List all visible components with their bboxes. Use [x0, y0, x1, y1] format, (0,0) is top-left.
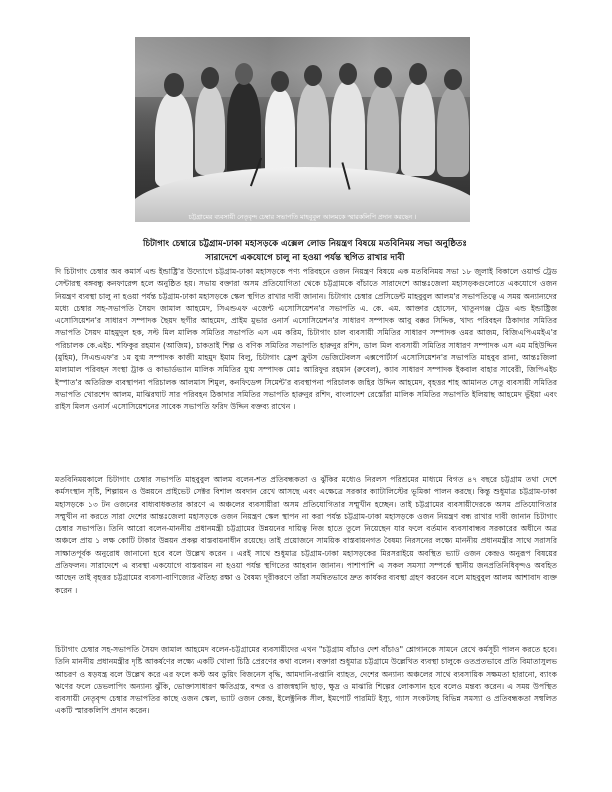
body-paragraph-2: মতবিনিময়কালে চিটাগাং চেম্বার সভাপতি মাহবুবুল আলম বলেন-শত প্রতিবন্ধকতা ও ঝুঁকির মধ্যেও নিরলস পরিশ্রমের মাধ্যমে বিগত ৪৭ বছরে চট্টগ্রাম তথা দেশে কর্মসংস্থান সৃষ্টি, শিল্পায়ন ও উন্নয়নে প্রাইভেট সেক্টর বিশাল অবদান রেখে আসছে এবং এক্ষেত্রে সরকার ক্যাটালিস্টের ভূমিকা পালন করছে। কিন্তু শুধুমাত্র চট্টগ্রাম-ঢাকা মহাসড়কে ১৩ টন ওজনের বাধ্যবাধকতার কারণে এ অঞ্চলের ব্যবসায়ীরা অসম প্রতিযোগিতার সম্মুখীন হচ্ছেন। তাই চট্টগ্রামের ব্যবসায়ীদেরকে অসম প্রতিযোগিতার সম্মুখীন না করতে সারা দেশের আন্তঃজেলা মহাসড়কে ওজন নিয়ন্ত্রণ স্কেল স্থাপন না করা পর্যন্ত চট্টগ্রাম-ঢাকা মহাসড়কে ওজন নিয়ন্ত্রণ বন্ধ রাখার দাবী জানান চিটাগাং চেম্বার সভাপতি। তিনি আরো বলেন-মাননীয় প্রধানমন্ত্রী চট্টগ্রামের উন্নয়নের দায়িত্ব নিজ হাতে তুলে নিয়েছেন যার ফলে বর্তমান ব্যবসাবান্ধব সরকারের অধীনে অত্র অঞ্চলে প্রায় ১ লক্ষ কোটি টাকার উন্নয়ন প্রকল্প বাস্তবায়নাধীন রয়েছে। তাই প্রয়োজনে সাময়িক বাস্তবায়নগত বৈষম্য নিরসনের লক্ষ্যে মাননীয় প্রধানমন্ত্রীর সাথে সরাসরি সাক্ষাতপূর্বক অনুরোধ জানানো হবে বলে উল্লেখ করেন । এরই সাথে শুধুমাত্র চট্টগ্রাম-ঢাকা মহাসড়কের মিরসরাইয়ে অবস্থিত ভ্যাট ওজন কেন্দ্রও অনুরূপ বিষয়ের প্রতিফলন। সারাদেশে এ ব্যবস্থা একযোগে বাস্তবায়ন না হওয়া পর্যন্ত স্থগিতের আহবান জানান। পাশাপাশি এ সকল সমস্যা সম্পর্কে স্থানীয় জনপ্রতিনিধিবৃন্দও অবহিত আছেন তাই বৃহত্তর চট্টগ্রামের ব্যবসা-বাণিজ্যের ঐতিহ্য রক্ষা ও বৈষম্য দূরীকরণে তাঁরা সমন্বিতভাবে দ্রুত কার্যকর ব্যবস্থা গ্রহণ করবেন বলে মাহবুবুল আলম আশাবাদ ব্যক্ত করেন ।: [55, 475, 557, 595]
photo-person: [331, 81, 365, 176]
photo-person-head: [271, 71, 289, 92]
photo-person: [297, 83, 329, 175]
headline-line-2: সারাদেশে একযোগে চালু না হওয়া পর্যন্ত স্থগিত রাখার দাবী: [205, 253, 405, 263]
photo-person: [227, 82, 261, 177]
photo-person: [437, 87, 469, 177]
photo-person: [195, 85, 225, 175]
body-paragraph-3: চিটাগাং চেম্বার সহ-সভাপতি সৈয়দ জামাল আহমেদ বলেন-চট্টগ্রামের ব্যবসায়ীদের এখন "চট্টগ্রাম বাঁচাও দেশ বাঁচাও" শ্লোগানকে সামনে রেখে কর্মসূচী পালন করতে হবে। তিনি মাননীয় প্রধানমন্ত্রীর দৃষ্টি আকর্ষণের লক্ষ্যে একটি খোলা চিঠি প্রেরণের কথা বলেন। বক্তারা শুধুমাত্র চট্টগ্রামে উল্লেখিত ব্যবস্থা চালুকে ওতপ্রতভাবে প্রতি বিমাতাসুলভ আচরণ ও ষড়যন্ত্র বলে উল্লেখ করে এর ফলে কস্ট অব ডুয়িং বিজনেস বৃদ্ধি, আমদানি-রপ্তানি ব্যাহত, দেশের অন্যান্য অঞ্চলের সাথে ব্যবসায়িক সক্ষমতা হারানো, ব্যাংক ঋণের ফলে ডেভলাপিং অন্যান্য ঝুঁকি, ভোক্তাসাধারণ ক্ষতিগ্রস্ত, বন্দর ও রাজস্বহানি ছাড়, ক্ষুদ্র ও মাঝারি শিল্পের লোকসান হবে বলেও মন্তব্য করেন। এ সময় উপস্থিত ব্যবসায়ী নেতৃবৃন্দ চেম্বার সভাপতির কাছে ওজন স্কেল, ভ্যাট ওজন কেন্দ্র, ইলেক্ট্রনিক সীল, ইমপোর্ট পারমিট ইস্যু, গ্যাস সংকটসহ বিভিন্ন সমস্যা ও প্রতিবন্ধকতা সম্বলিত একটি স্মারকলিপি প্রদান করেন।: [55, 645, 557, 716]
headline-line-1: চিটাগাং চেম্বারে চট্টগ্রাম-ঢাকা মহাসড়কে এক্সেল লোড নিয়ন্ত্রণ বিষয়ে মতবিনিময় সভা অনুষ্ঠিতঃ: [143, 239, 467, 249]
body-paragraph-1: দি চিটাগাং চেম্বার অব কমার্স এন্ড ইন্ডাষ্ট্রি'র উদ্যোগে চট্টগ্রাম-ঢাকা মহাসড়কে পণ্য পরিবহনে ওজন নিয়ন্ত্রণ বিষয়ে এক মতবিনিময় সভা ১৮ জুলাই বিকালে ওয়ার্ল্ড ট্রেড সেন্টারস্থ বঙ্গবন্ধু কনফারেন্স হলে অনুষ্ঠিত হয়। সভায় বক্তারা অসম প্রতিযোগিতা থেকে চট্টগ্রামকে বাঁচাতে সারাদেশে আন্তঃজেলা মহাসড়কগুলোতে একযোগে ওজন নিয়ন্ত্রণ ব্যবস্থা চালু না হওয়া পর্যন্ত চট্টগ্রাম-ঢাকা মহাসড়কে স্কেল স্থগিত রাখার দাবী জানান। চিটাগাং চেম্বার প্রেসিডেন্ট মাহবুবুল আলম'র সভাপতিত্বে এ সময় অন্যান্যদের মধ্যে চেম্বার সহ-সভাপতি সৈয়দ জামাল আহমেদ, সিএন্ডএফ এজেন্ট এসোসিয়েশন'র সভাপতি এ. কে. এম. আক্তার হোসেন, খাতুনগঞ্জ ট্রেড এন্ড ইন্ডাষ্ট্রিজ এসোসিয়েশন'র সাধারণ সম্পাদক ছৈয়দ ছগীর আহমেদ, প্রাইম মুভার ওনার্স এসোসিয়েশন'র সাধারণ সম্পাদক আবু বক্কর সিদ্দিক, খাদ্য পরিবহন ঠিকাদার সমিতির সভাপতি সৈয়দ মাহমুদুল হক, সল্ট মিল মালিক সমিতির সভাপতি এস এম করিম, চিটাগাং চাল ব্যবসায়ী সমিতির সাধারণ সম্পাদক ওমর আজম, বিজিএপিএমইএ'র পরিচালক কে.এইচ. শফিকুর রহমান (আজিম), চাকতাই শিল্প ও বণিক সমিতির সভাপতি হারুনুর রশিদ, ডাল মিল ব্যবসায়ী সমিতির সাধারণ সম্পাদক এস এম মহিউদ্দিন (মুহিম), সিএন্ডএফ'র ১ম যুগ্ম সম্পাদক কাজী মাহমুদ ইমাম বিলু, চিটাগাং ফ্রেশ ফ্রুটস ভেজিটেবলস এক্সপোর্টার্স এসোসিয়েশন'র সভাপতি মাহবুব রানা, আন্তঃজিলা মালামাল পরিবহন সংস্থা ট্রাক ও কাভার্ডভ্যান মালিক সমিতির যুগ্ম সম্পাদক মোঃ আরিফুর রহমান (রুবেল), ক্যাব সাধারণ সম্পাদক ইকবাল বাহার সাবেরী, জিপিএইচ ইস্পাত'র অতিরিক্ত ব্যবস্থাপনা পরিচালক আলমাস শিমুল, কনফিডেন্স সিমেন্ট'র ব্যবস্থাপনা পরিচালক জহির উদ্দিন আহমেদ, বৃহত্তর শাহ আমানত সেতু ব্যবসায়ী সমিতির সভাপতি খোরশেদ আলম, মাঝিরঘাট সার পরিবহন ঠিকাদার সমিতির সভাপতি হারুনুর রশিদ, বাংলাদেশ রেস্তোঁরা মালিক সমিতির সভাপতি ইলিয়াছ আহমেদ ভুঁইয়া এবং রাইস মিলস ওনার্স এসোসিয়েশনের সাবেক সভাপতি ফরিদ উদ্দিন বক্তব্য রাখেন ।: [55, 267, 558, 412]
photo-person-head: [201, 67, 219, 89]
photo-person-head: [409, 63, 427, 85]
photo-person-head: [164, 73, 184, 97]
photo-caption: চট্টগ্রামের ব্যবসায়ী নেতৃবৃন্দ চেম্বার সভাপতি মাহবুবুল আলমকে স্মারকলিপি প্রদান করছেন ।: [188, 213, 417, 221]
photo-person-head: [235, 63, 253, 85]
photo-person-head: [339, 63, 357, 85]
photo-person-head: [444, 69, 462, 90]
photo-person-head: [304, 65, 322, 86]
photo-person: [265, 89, 295, 177]
photo-person: [401, 81, 435, 176]
photo-person: [367, 85, 399, 175]
photo-person: [155, 92, 193, 187]
photo-person-head: [374, 67, 392, 88]
event-photo: [135, 37, 470, 222]
